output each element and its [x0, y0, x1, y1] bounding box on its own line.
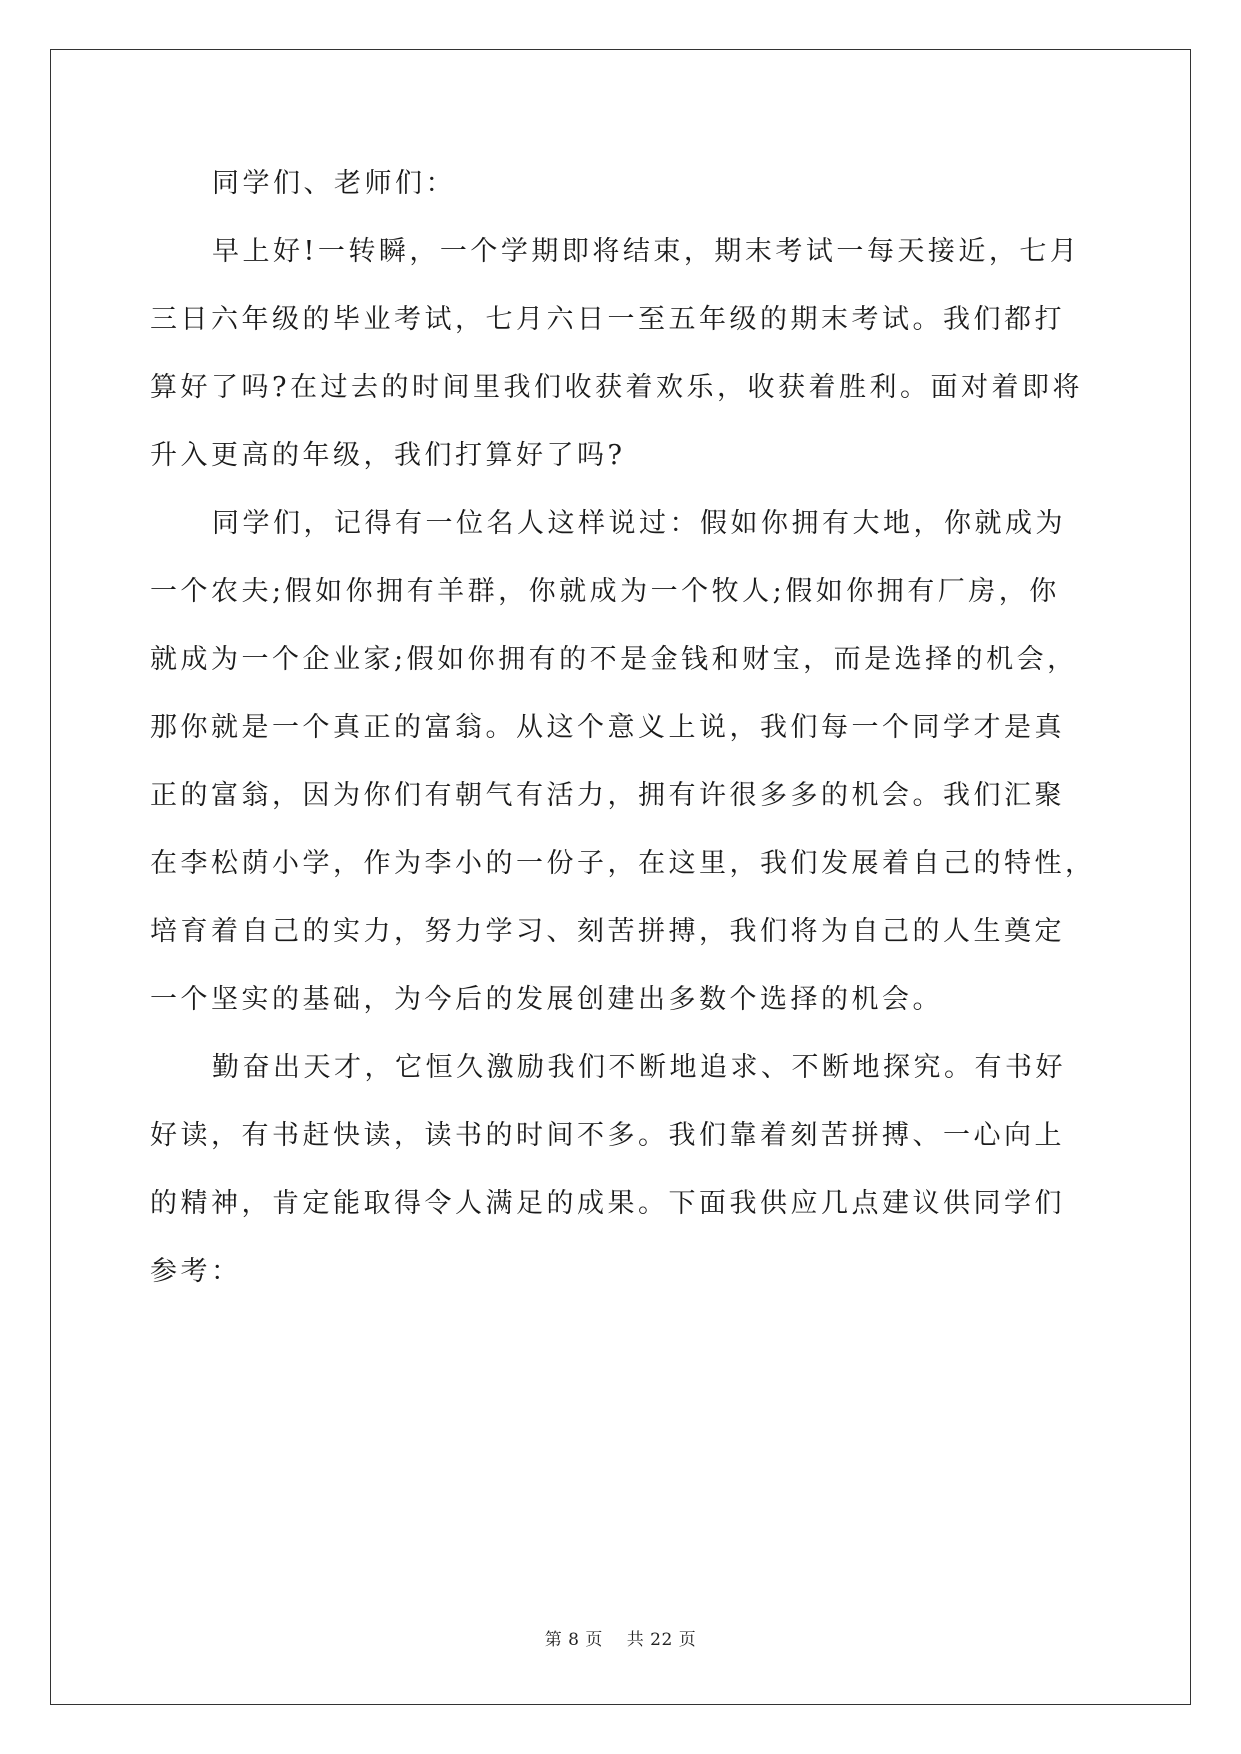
page-footer — [0, 1625, 1241, 1650]
text-line: 在李松荫小学，作为李小的一份子，在这里，我们发展着自己的特性， — [150, 848, 1096, 879]
text-line: 参考： — [150, 1256, 242, 1287]
paragraph-greeting — [150, 150, 1090, 218]
paragraph-diligence — [150, 1034, 1090, 1306]
text-line: 算好了吗?在过去的时间里我们收获着欢乐，收获着胜利。面对着即将 — [150, 372, 1083, 403]
text-line: 就成为一个企业家;假如你拥有的不是金钱和财宝，而是选择的机会， — [150, 644, 1078, 675]
document-body — [150, 150, 1096, 1306]
text-line: 三日六年级的毕业考试，七月六日一至五年级的期末考试。我们都打 — [150, 304, 1065, 335]
text-line: 好读，有书赶快读，读书的时间不多。我们靠着刻苦拼搏、一心向上 — [150, 1120, 1065, 1151]
text-line: 培育着自己的实力，努力学习、刻苦拼搏，我们将为自己的人生奠定 — [150, 916, 1065, 947]
paragraph-opportunity — [150, 490, 1096, 1034]
text-line: 正的富翁，因为你们有朝气有活力，拥有许很多多的机会。我们汇聚 — [150, 780, 1065, 811]
paragraph-exam-notice — [150, 218, 1090, 490]
text-line: 的精神，肯定能取得令人满足的成果。下面我供应几点建议供同学们 — [150, 1188, 1065, 1219]
text-line: 升入更高的年级，我们打算好了吗? — [150, 440, 626, 471]
text-line: 同学们、老师们： — [212, 168, 456, 199]
text-line: 一个农夫;假如你拥有羊群，你就成为一个牧人;假如你拥有厂房，你 — [150, 576, 1060, 607]
page-number: 第 8 页 — [544, 1630, 603, 1650]
text-line: 那你就是一个真正的富翁。从这个意义上说，我们每一个同学才是真 — [150, 712, 1065, 743]
total-pages: 共 22 页 — [626, 1630, 697, 1650]
text-line: 早上好!一转瞬，一个学期即将结束，期末考试一每天接近，七月 — [212, 236, 1081, 267]
text-line: 勤奋出天才，它恒久激励我们不断地追求、不断地探究。有书好 — [212, 1052, 1066, 1083]
text-line: 同学们，记得有一位名人这样说过：假如你拥有大地，你就成为 — [212, 508, 1066, 539]
text-line: 一个坚实的基础，为今后的发展创建出多数个选择的机会。 — [150, 984, 943, 1015]
